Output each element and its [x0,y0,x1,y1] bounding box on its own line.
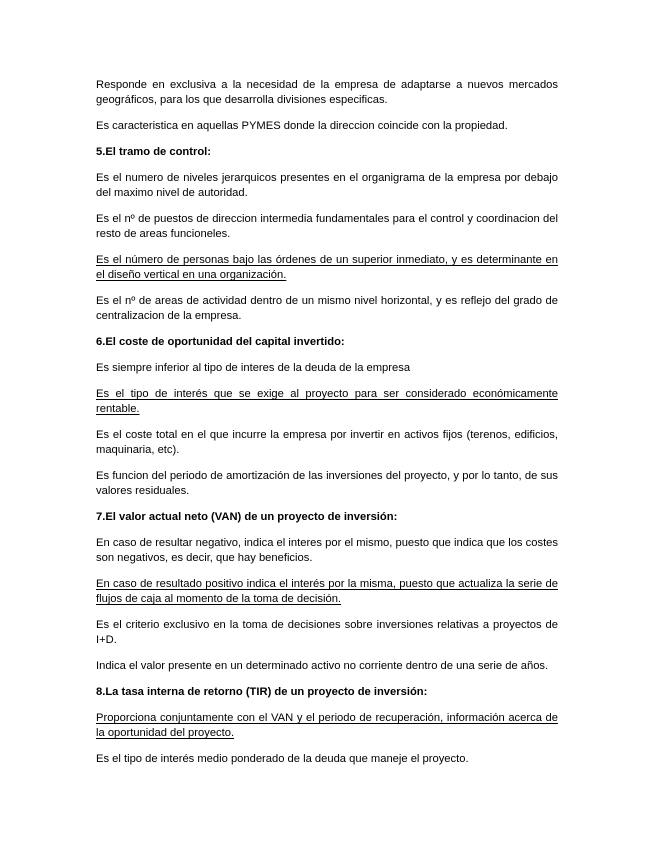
answer-option: Es el tipo de interés medio ponderado de la deuda que maneje el proyecto. [96,753,469,765]
document-body [96,78,558,778]
answer-option: Es el nº de areas de actividad dentro de un mismo nivel horizontal, y es reflejo del grado de centralizacion de la empresa. [96,295,558,322]
answer-option: En caso de resultar negativo, indica el interes por el mismo, puesto que indica que los costes son negativos, es decir, que hay beneficios. [96,537,558,564]
answer-option: Es el nº de puestos de direccion intermedia fundamentales para el control y coordinacion del resto de areas funcioneles. [96,213,558,240]
correct-answer-option: Es el número de personas bajo las órdenes de un superior inmediato, y es determinante en el diseño vertical en una organización. [96,254,558,281]
answer-option: Es funcion del periodo de amortización de las inversiones del proyecto, y por lo tanto, de sus valores residuales. [96,470,558,497]
question-heading: 6.El coste de oportunidad del capital invertido: [96,336,345,348]
answer-option: Es el coste total en el que incurre la empresa por invertir en activos fijos (terenos, edificios, maquinaria, etc). [96,429,558,456]
answer-option: Es caracteristica en aquellas PYMES donde la direccion coincide con la propiedad. [96,120,508,132]
question-heading: 8.La tasa interna de retorno (TIR) de un proyecto de inversión: [96,686,428,698]
question-heading: 5.El tramo de control: [96,146,211,158]
correct-answer-option: Proporciona conjuntamente con el VAN y el periodo de recuperación, información acerca de la oportunidad del proyecto. [96,712,558,739]
correct-answer-option: En caso de resultado positivo indica el interés por la misma, puesto que actualiza la serie de flujos de caja al momento de la toma de decisión. [96,578,558,605]
answer-option: Es el numero de niveles jerarquicos presentes en el organigrama de la empresa por debajo del maximo nivel de autoridad. [96,172,558,199]
correct-answer-option: Es el tipo de interés que se exige al proyecto para ser considerado económicamente rentable. [96,388,558,415]
answer-option: Es el criterio exclusivo en la toma de decisiones sobre inversiones relativas a proyectos de I+D. [96,619,558,646]
answer-option: Es siempre inferior al tipo de interes de la deuda de la empresa [96,362,411,374]
answer-option: Responde en exclusiva a la necesidad de la empresa de adaptarse a nuevos mercados geográficos, para los que desarrolla divisiones especificas. [96,79,558,106]
answer-option: Indica el valor presente en un determinado activo no corriente dentro de una serie de años. [96,660,549,672]
question-heading: 7.El valor actual neto (VAN) de un proyecto de inversión: [96,511,398,523]
